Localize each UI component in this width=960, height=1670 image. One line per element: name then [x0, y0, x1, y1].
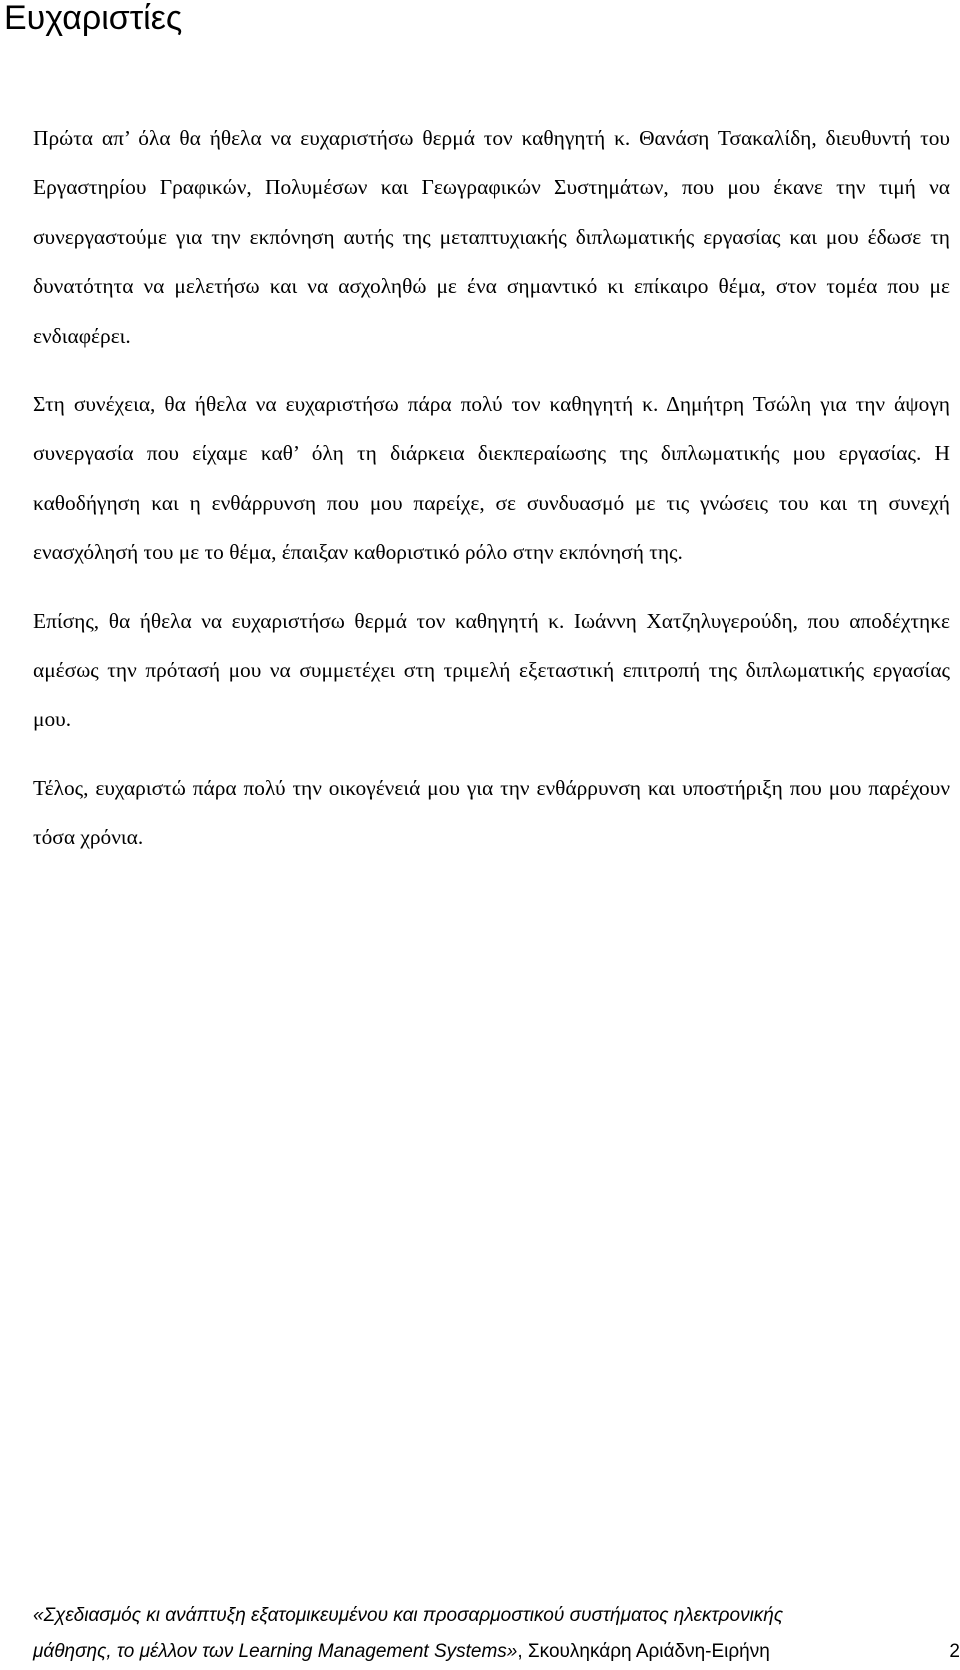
footer-title-author [33, 1634, 770, 1670]
footer-line-2 [33, 1634, 960, 1670]
paragraph-4: Τέλος, ευχαριστώ πάρα πολύ την οικογένειά μου για την ενθάρρυνση και υποστήριξη που μου παρέχουν τόσα χρόνια. [33, 775, 950, 850]
acknowledgements-body [33, 114, 950, 882]
page-number: 2 [949, 1641, 960, 1662]
page-footer [33, 1598, 960, 1670]
footer-author: , Σκουληκάρη Αριάδνη-Ειρήνη [517, 1641, 770, 1662]
footer-title-line-2: μάθησης, το μέλλον των Learning Management Systems» [33, 1641, 518, 1662]
paragraph-3: Επίσης, θα ήθελα να ευχαριστήσω θερμά τον καθηγητή κ. Ιωάννη Χατζηλυγερούδη, που αποδέχτηκε αμέσως την πρότασή μου να συμμετέχει στη τριμελή εξεταστική επιτροπή της διπλωματικής εργασίας μου. [33, 608, 950, 732]
paragraph-1: Πρώτα απ’ όλα θα ήθελα να ευχαριστήσω θερμά τον καθηγητή κ. Θανάση Τσακαλίδη, διευθυντή του Εργαστηρίου Γραφικών, Πολυμέσων και Γεωγραφικών Συστημάτων, που μου έκανε την τιμή να συνεργαστούμε για την εκπόνηση αυτής της μεταπτυχιακής διπλωματικής εργασίας και μου έδωσε τη δυνατότητα να μελετήσω και να ασχοληθώ με ένα σημαντικό κι επίκαιρο θέμα, στον τομέα που με ενδιαφέρει. [33, 126, 950, 348]
footer-title-line-1: «Σχεδιασμός κι ανάπτυξη εξατομικευμένου και προσαρμοστικού συστήματος ηλεκτρονικής [33, 1605, 784, 1626]
page-title: Ευχαριστίες [4, 0, 183, 37]
paragraph-2: Στη συνέχεια, θα ήθελα να ευχαριστήσω πάρα πολύ τον καθηγητή κ. Δημήτρη Τσώλη για την άψογη συνεργασία που είχαμε καθ’ όλη τη διάρκεια διεκπεραίωσης της διπλωματικής μου εργασίας. Η καθοδήγηση και η ενθάρρυνση που μου παρείχε, σε συνδυασμό με τις γνώσεις του και τη συνεχή ενασχόλησή του με το θέμα, έπαιξαν καθοριστικό ρόλο στην εκπόνησή της. [33, 392, 950, 565]
